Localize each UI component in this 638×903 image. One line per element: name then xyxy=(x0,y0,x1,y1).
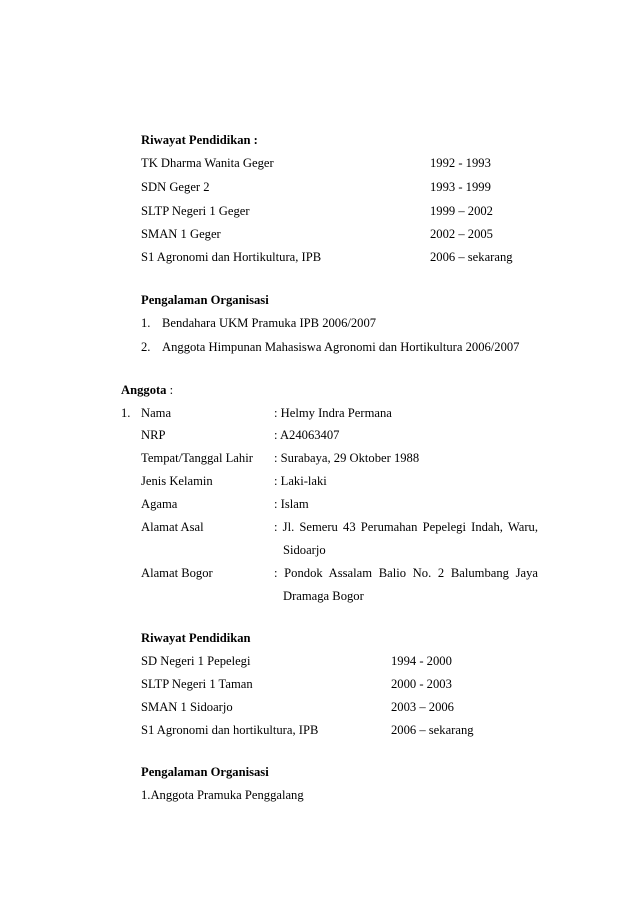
member-field-label: Alamat Asal xyxy=(141,520,204,534)
education-school: SMAN 1 Sidoarjo xyxy=(141,700,233,714)
education-school: TK Dharma Wanita Geger xyxy=(141,156,274,170)
education-years: 2003 – 2006 xyxy=(391,700,454,714)
education-school: S1 Agronomi dan hortikultura, IPB xyxy=(141,723,319,737)
organization-item: 1.Anggota Pramuka Penggalang xyxy=(141,788,304,802)
education-years: 2002 – 2005 xyxy=(430,227,493,241)
education-years: 1992 - 1993 xyxy=(430,156,491,170)
education-school: SD Negeri 1 Pepelegi xyxy=(141,654,251,668)
member-field-label: Alamat Bogor xyxy=(141,566,213,580)
member-field-value-continuation: Sidoarjo xyxy=(283,543,326,557)
member-field-value: : A24063407 xyxy=(274,428,340,442)
member-field-label: NRP xyxy=(141,428,166,442)
member-field-label: Nama xyxy=(141,406,172,420)
education-heading: Riwayat Pendidikan xyxy=(141,631,251,645)
organization-heading: Pengalaman Organisasi xyxy=(141,765,269,779)
member-field-label: Tempat/Tanggal Lahir xyxy=(141,451,253,465)
education-years: 2000 - 2003 xyxy=(391,677,452,691)
education-school: SDN Geger 2 xyxy=(141,180,210,194)
education-years: 1999 – 2002 xyxy=(430,204,493,218)
organization-item: Anggota Himpunan Mahasiswa Agronomi dan Hortikultura 2006/2007 xyxy=(162,340,520,354)
member-field-label: Agama xyxy=(141,497,178,511)
education-years: 1993 - 1999 xyxy=(430,180,491,194)
member-number: 1. xyxy=(121,406,131,420)
member-field-value: : Islam xyxy=(274,497,309,511)
member-field-value: : Helmy Indra Permana xyxy=(274,406,392,420)
organization-item-number: 1. xyxy=(141,316,151,330)
organization-item: Bendahara UKM Pramuka IPB 2006/2007 xyxy=(162,316,377,330)
member-field-value: : Laki-laki xyxy=(274,474,327,488)
member-field-value: : Surabaya, 29 Oktober 1988 xyxy=(274,451,420,465)
organization-item-number: 2. xyxy=(141,340,151,354)
member-field-value: : Jl. Semeru 43 Perumahan Pepelegi Indah, Waru, xyxy=(274,520,538,534)
education-school: SLTP Negeri 1 Taman xyxy=(141,677,253,691)
education-school: SLTP Negeri 1 Geger xyxy=(141,204,250,218)
member-field-value-continuation: Dramaga Bogor xyxy=(283,589,364,603)
organization-heading: Pengalaman Organisasi xyxy=(141,293,269,307)
education-heading: Riwayat Pendidikan : xyxy=(141,133,258,147)
member-field-label: Jenis Kelamin xyxy=(141,474,213,488)
education-years: 2006 – sekarang xyxy=(391,723,474,737)
member-heading: Anggota : xyxy=(121,383,174,397)
education-years: 2006 – sekarang xyxy=(430,250,513,264)
education-school: SMAN 1 Geger xyxy=(141,227,221,241)
member-field-value: : Pondok Assalam Balio No. 2 Balumbang Jaya xyxy=(274,566,538,580)
education-years: 1994 - 2000 xyxy=(391,654,452,668)
education-school: S1 Agronomi dan Hortikultura, IPB xyxy=(141,250,322,264)
